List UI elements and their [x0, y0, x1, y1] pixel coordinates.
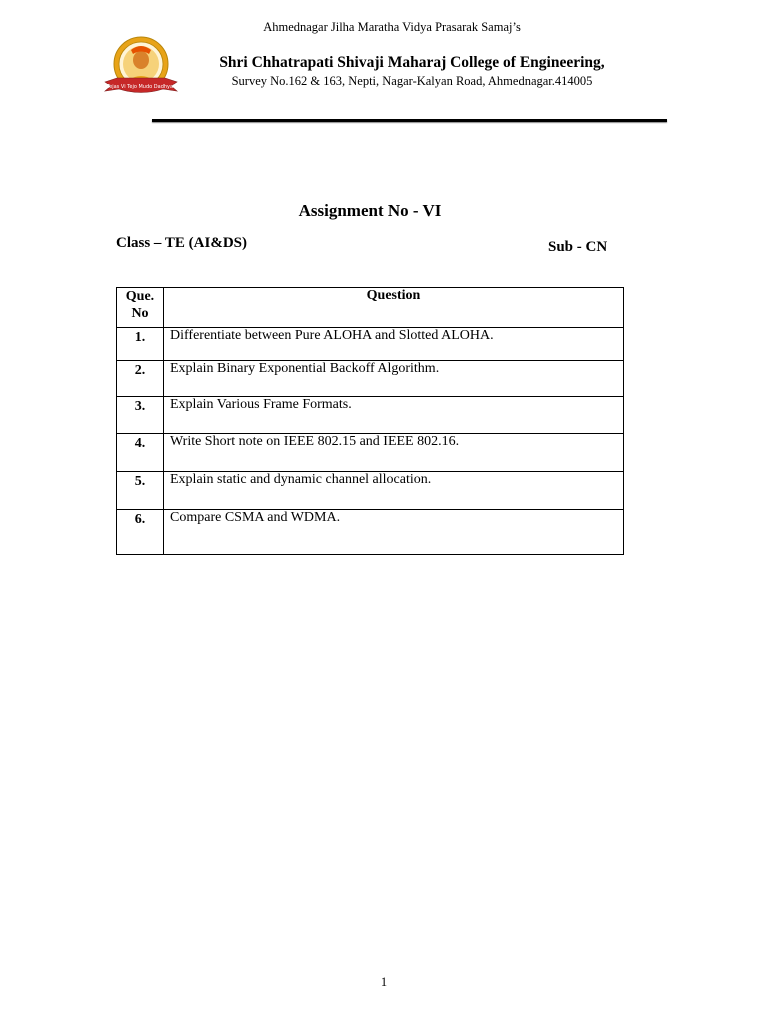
header-question: Question	[164, 288, 624, 328]
society-name: Ahmednagar Jilha Maratha Vidya Prasarak Samaj’s	[263, 20, 521, 34]
question-number: 6.	[117, 510, 164, 555]
table-row	[117, 510, 624, 555]
header-rule	[152, 119, 667, 122]
question-number: 3.	[117, 397, 164, 434]
question-text: Explain Various Frame Formats.	[164, 397, 624, 434]
question-text: Compare CSMA and WDMA.	[164, 510, 624, 555]
question-table	[116, 287, 624, 555]
subject-label: Sub - CN	[548, 239, 608, 255]
question-number: 1.	[117, 328, 164, 361]
table-row	[117, 361, 624, 397]
table-row	[117, 328, 624, 361]
table-row	[117, 434, 624, 472]
question-number: 5.	[117, 472, 164, 510]
question-number: 4.	[117, 434, 164, 472]
question-text: Differentiate between Pure ALOHA and Slotted ALOHA.	[164, 328, 624, 361]
question-text: Explain Binary Exponential Backoff Algorithm.	[164, 361, 624, 397]
table-row	[117, 472, 624, 510]
page-number: 1	[380, 975, 388, 989]
header-que-no: Que. No	[117, 288, 164, 328]
college-name: Shri Chhatrapati Shivaji Maharaj College of Engineering,	[219, 54, 605, 71]
class-label: Class – TE (AI&DS)	[116, 235, 247, 251]
college-address: Survey No.162 & 163, Nepti, Nagar-Kalyan Road, Ahmednagar.414005	[231, 74, 593, 88]
question-text: Write Short note on IEEE 802.15 and IEEE 802.16.	[164, 434, 624, 472]
question-text: Explain static and dynamic channel allocation.	[164, 472, 624, 510]
assignment-title: Assignment No - VI	[298, 201, 442, 220]
table-row	[117, 397, 624, 434]
logo-motto: Tejas Vi Tejo Mudo Dadhyat	[106, 84, 176, 90]
table-header-row	[117, 288, 624, 328]
question-number: 2.	[117, 361, 164, 397]
